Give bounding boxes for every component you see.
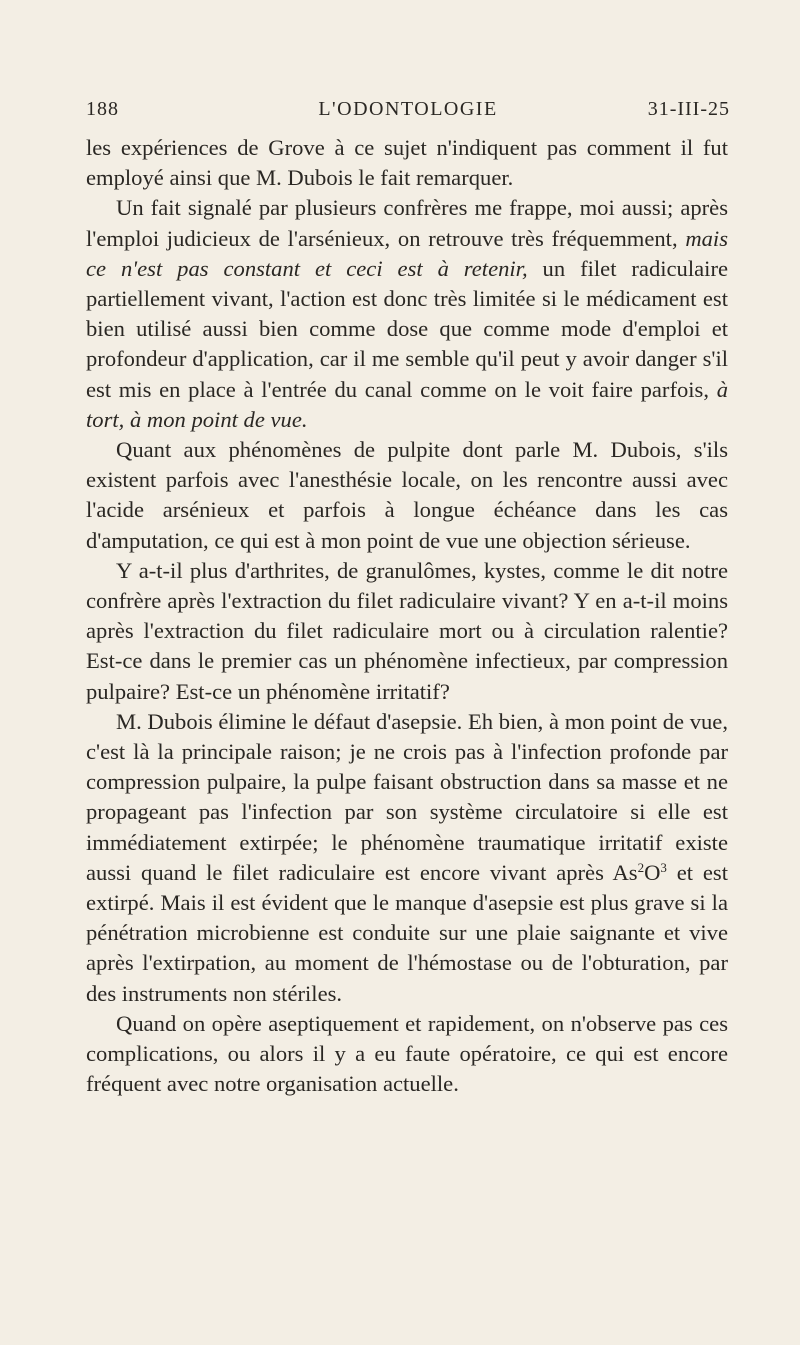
- body-text: [86, 133, 728, 1100]
- paragraph-2-part-a: Un fait signalé par plusieurs confrères me frappe, moi aussi; après l'emploi judicieux de l'arsénieux, on retrouve très fréquemment,: [86, 195, 728, 251]
- paragraph-2: [86, 193, 728, 435]
- paragraph-2-italic-a: mais ce n'est pas constant et ceci est à retenir,: [86, 225, 728, 281]
- paragraph-5: [86, 707, 728, 1009]
- issue-date: 31-III-25: [647, 98, 730, 120]
- paragraph-1: les expériences de Grove à ce sujet n'indiquent pas comment il fut employé ainsi que M. Dubois le fait remarquer.: [86, 135, 728, 191]
- page-number: 188: [86, 98, 119, 120]
- paragraph-2-part-c: un filet radiculaire partiellement vivant, l'action est donc très limitée si le médicament est bien utilisé aussi bien comme dose que comme mode d'emploi et profondeur d'application, car il me semble qu'il peut y avoir danger s'il est mis en place à l'entrée du canal comme on le voit faire parfois,: [86, 255, 728, 402]
- paragraph-4: Y a-t-il plus d'arthrites, de granulômes, kystes, comme le dit notre confrère après l'extraction du filet radiculaire vivant? Y en a-t-il moins après l'extraction du filet radiculaire mort ou à circulation ralentie? Est-ce dans le premier cas un phénomène infectieux, par compression pulpaire? Est-ce un phénomène irritatif?: [86, 557, 728, 704]
- paragraph-5-part-a: M. Dubois élimine le défaut d'asepsie. Eh bien, à mon point de vue, c'est là la principale raison; je ne crois pas à l'infection profonde par compression pulpaire, la pulpe faisant obstruction dans sa masse et ne propageant pas l'infection par son système circulatoire si elle est immédiatement extirpée; le phénomène traumatique irritatif existe aussi quand le filet radiculaire est encore vivant après As: [86, 708, 728, 885]
- journal-title: L'ODONTOLOGIE: [318, 98, 498, 120]
- superscript-3: 3: [660, 859, 667, 875]
- formula-oxygen: O: [644, 859, 661, 885]
- paragraph-5-part-b: et est extirpé. Mais il est évident que le manque d'asepsie est plus grave si la pénétration microbienne est conduite sur une plaie saignante et vive après l'extirpation, au moment de l'hémostase ou de l'obturation, par des instruments non stériles.: [86, 859, 728, 1006]
- paragraph-2-italic-b: à tort, à mon point de vue.: [86, 376, 728, 432]
- paragraph-6: Quand on opère aseptiquement et rapidement, on n'observe pas ces complications, ou alors il y a eu faute opératoire, ce qui est encore fréquent avec notre organisation actuelle.: [86, 1010, 728, 1097]
- paragraph-3: Quant aux phénomènes de pulpite dont parle M. Dubois, s'ils existent parfois avec l'anesthésie locale, on les rencontre aussi avec l'acide arsénieux et parfois à longue échéance dans les cas d'amputation, ce qui est à mon point de vue une objection sérieuse.: [86, 437, 728, 553]
- running-header: [86, 98, 730, 128]
- superscript-2: 2: [637, 859, 645, 875]
